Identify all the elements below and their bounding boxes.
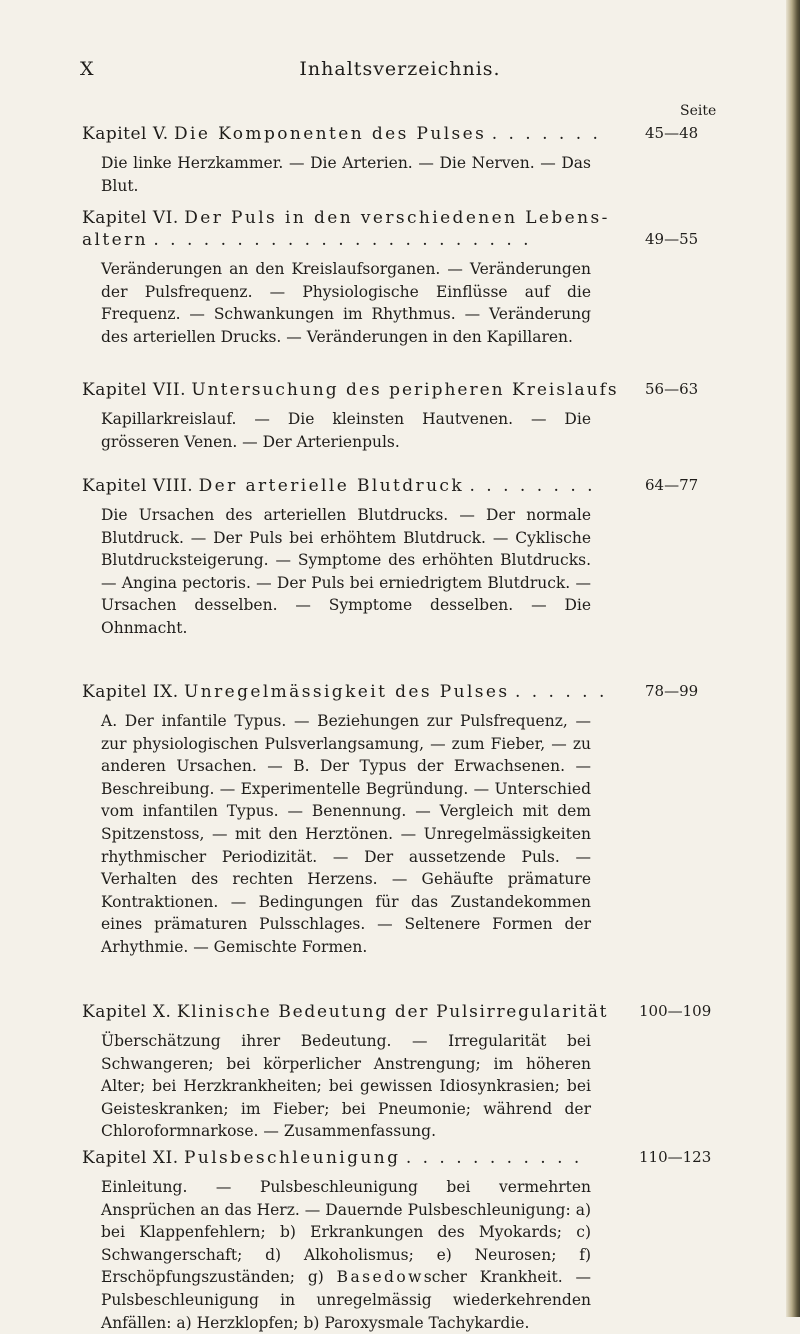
leader-dots: . . . . . . . . . . . . . . . . . . . . . . . — [153, 230, 532, 250]
running-head: Inhaltsverzeichnis. — [299, 58, 501, 80]
chapter-summary-spaced-name: Basedow — [336, 1268, 424, 1287]
chapter-label: Kapitel VII. — [82, 380, 186, 400]
leader-dots: . . . . . . . . — [469, 476, 596, 496]
toc-entry-kapitel-viii — [82, 476, 742, 640]
toc-entry-heading — [82, 1148, 742, 1176]
toc-entry-heading — [82, 682, 742, 710]
toc-entry-kapitel-ix — [82, 682, 742, 959]
toc-entry-heading — [82, 124, 742, 152]
toc-entry-heading — [82, 208, 742, 230]
toc-entry-kapitel-xi — [82, 1148, 742, 1334]
chapter-label: Kapitel X. — [82, 1002, 172, 1022]
toc-entry-kapitel-vi — [82, 208, 742, 348]
seite-column-label: Seite — [680, 103, 717, 119]
chapter-summary: Die Ursachen des arteriellen Blutdrucks. — Der normale Blutdruck. — Der Puls bei erhöhtem Blutdruck. — Cyklische Blutdrucksteigerung. — Symptome des erhöhten Blutdrucks. — Angina pectoris. — Der Puls bei erniedrigtem Blutdruck. — Ursachen desselben. — Symptome desselben. — Die Ohnmacht. — [101, 506, 591, 637]
page-number: X — [80, 58, 95, 80]
toc-entry-heading-continued — [82, 230, 742, 258]
chapter-label: Kapitel VIII. — [82, 476, 194, 496]
toc-entry-heading — [82, 1002, 742, 1030]
chapter-label: Kapitel VI. — [82, 208, 179, 228]
chapter-summary-part: Einleitung. — Pulsbeschleunigung bei vermehrten Ansprüchen an das Herz. — Dauernde Pulsbeschleunigung: a) bei Klappenfehlern; b) Erkrankungen des Myokards; c) Schwangerschaft; d) Alkoholismus; e) Neurosen; f) Erschöpfungszuständen; g) — [101, 1178, 591, 1287]
toc-entry-heading — [82, 476, 742, 504]
toc-entry-kapitel-v — [82, 124, 742, 197]
page-range: 110—123 — [639, 1148, 712, 1166]
chapter-title: Die Komponenten des Pulses — [174, 124, 487, 144]
chapter-label: Kapitel XI. — [82, 1148, 179, 1168]
chapter-summary: Überschätzung ihrer Bedeutung. — Irregularität bei Schwangeren; bei körperlicher Anstrengung; im höheren Alter; bei Herzkrankheiten; bei gewissen Idiosynkrasien; bei Geisteskranken; im Fieber; bei Pneumonie; während der Chloroformnarkose. — Zusammenfassung. — [101, 1032, 591, 1141]
scan-edge-shadow — [786, 0, 800, 1317]
page-range: 49—55 — [645, 230, 699, 248]
chapter-title-continued: altern — [82, 230, 148, 250]
toc-entry-heading — [82, 380, 742, 408]
page-header — [0, 58, 800, 88]
chapter-summary — [101, 1176, 591, 1334]
page-range: 45—48 — [645, 124, 699, 142]
chapter-label: Kapitel V. — [82, 124, 169, 144]
page-range: 56—63 — [645, 380, 699, 398]
toc-entry-kapitel-x — [82, 1002, 742, 1143]
chapter-label: Kapitel IX. — [82, 682, 179, 702]
toc-entry-kapitel-vii — [82, 380, 742, 453]
leader-dots: . . . . . . . — [491, 124, 601, 144]
chapter-title: Der arterielle Blutdruck — [198, 476, 465, 496]
chapter-title: Unregelmässigkeit des Pulses — [184, 682, 510, 702]
chapter-title: Klinische Bedeutung der Pulsirregularität — [176, 1002, 609, 1022]
chapter-summary-part: scher Krankheit. — Pulsbeschleunigung in unregelmässig wiederkehrenden Anfällen: a) Herzklopfen; b) Paroxysmale Tachykardie. — [101, 1268, 591, 1332]
chapter-title: Der Puls in den verschiedenen Lebens- — [184, 208, 610, 228]
leader-dots: . . . . . . . . . . . — [405, 1148, 583, 1168]
chapter-summary: Die linke Herzkammer. — Die Arterien. — Die Nerven. — Das Blut. — [101, 154, 591, 195]
leader-dots: . . . . . . — [514, 682, 608, 702]
page-range: 100—109 — [639, 1002, 712, 1020]
chapter-summary: Veränderungen an den Kreislaufsorganen. — Veränderungen der Pulsfrequenz. — Physiologische Einflüsse auf die Frequenz. — Schwankungen im Rhythmus. — Veränderung des arteriellen Drucks. — Veränderungen in den Kapillaren. — [101, 260, 591, 346]
page-range: 78—99 — [645, 682, 699, 700]
page-range: 64—77 — [645, 476, 699, 494]
chapter-summary: A. Der infantile Typus. — Beziehungen zur Pulsfrequenz, — zur physiologischen Pulsverlangsamung, — zum Fieber, — zu anderen Ursachen. — B. Der Typus der Erwachsenen. — Beschreibung. — Experimentelle Begründung. — Unterschied vom infantilen Typus. — Benennung. — Vergleich mit dem Spitzenstoss, — mit den Herztönen. — Unregelmässigkeiten rhythmischer Periodizität. — Der aussetzende Puls. — Verhalten des rechten Herzens. — Gehäufte prämature Kontraktionen. — Bedingungen für das Zustandekommen eines prämaturen Pulsschlages. — Seltenere Formen der Arhythmie. — Gemischte Formen. — [101, 712, 591, 956]
chapter-summary: Kapillarkreislauf. — Die kleinsten Hautvenen. — Die grösseren Venen. — Der Arterienpuls. — [101, 410, 591, 451]
chapter-title: Pulsbeschleunigung — [184, 1148, 401, 1168]
chapter-title: Untersuchung des peripheren Kreislaufs — [191, 380, 619, 400]
